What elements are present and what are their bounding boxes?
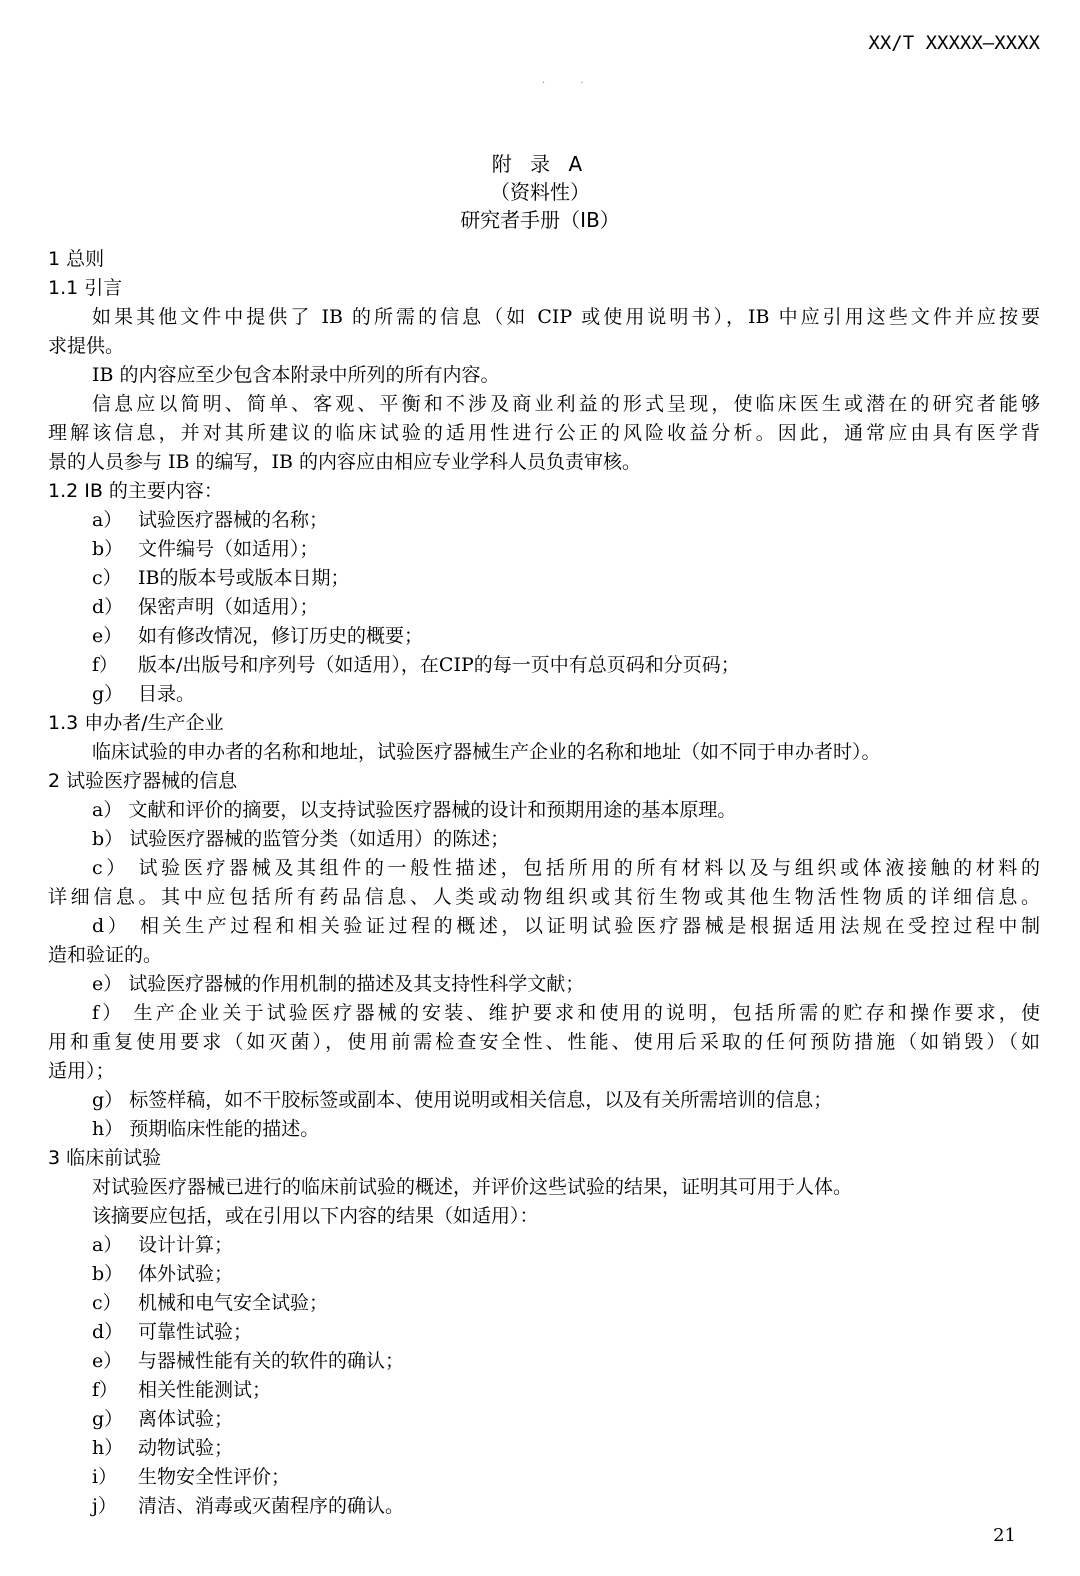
list-item (92, 1289, 328, 1318)
section-1-3-heading: 1.3 申办者/生产企业 (48, 712, 224, 734)
list-item (92, 564, 349, 593)
scan-specks: · · (542, 78, 600, 89)
paragraph-line: 详细信息。其中应包括所有药品信息、人类或动物组织或其衍生物或其他生物活性物质的详细信息。 (48, 886, 1040, 908)
list-item-text: 可靠性试验； (138, 1321, 253, 1343)
paragraph-line: 临床试验的申办者的名称和地址，试验医疗器械生产企业的名称和地址（如不同于申办者时）。 (92, 741, 881, 763)
list-item-text: 文件编号（如适用）； (138, 538, 319, 560)
paragraph-line: e） 试验医疗器械的作用机制的描述及其支持性科学文献； (92, 973, 585, 995)
list-item (92, 1405, 233, 1434)
list-item-text: 保密声明（如适用）； (138, 596, 319, 618)
list-item (92, 1463, 290, 1492)
list-item-label: d） (92, 596, 124, 618)
list-item-label: b） (92, 1263, 124, 1285)
list-item-label: a） (92, 1234, 123, 1256)
list-item-text: 离体试验； (138, 1408, 234, 1430)
list-item-label: i） (92, 1466, 118, 1488)
list-item-label: g） (92, 683, 124, 705)
list-item (92, 680, 195, 709)
section-1-2-heading: 1.2 IB 的主要内容： (48, 480, 223, 502)
paragraph-line: 造和验证的。 (48, 944, 163, 966)
list-item-label: g） (92, 1408, 124, 1430)
paragraph-line: 信息应以简明、简单、客观、平衡和不涉及商业利益的形式呈现，使临床医生或潜在的研究者能够 (92, 393, 1040, 415)
list-item-text: 试验医疗器械的名称； (138, 509, 329, 531)
paragraph-line: f） 生产企业关于试验医疗器械的安装、维护要求和使用的说明，包括所需的贮存和操作要求，使 (92, 1002, 1040, 1024)
list-item-label: f） (92, 654, 119, 676)
appendix-type: （资料性） (490, 180, 590, 204)
list-item-label: c） (92, 567, 122, 589)
paragraph-line: 如果其他文件中提供了 IB 的所需的信息（如 CIP 或使用说明书），IB 中应引用这些文件并应按要 (92, 306, 1040, 328)
paragraph-line: 该摘要应包括，或在引用以下内容的结果（如适用）： (92, 1205, 539, 1227)
appendix-title: 附 录 A (491, 152, 589, 176)
list-item-label: j） (92, 1495, 117, 1517)
list-item-text: 与器械性能有关的软件的确认； (138, 1350, 405, 1372)
list-item-label: d） (92, 1321, 124, 1343)
paragraph-line: a） 文献和评价的摘要，以支持试验医疗器械的设计和预期用途的基本原理。 (92, 799, 737, 821)
paragraph-line: c） 试验医疗器械及其组件的一般性描述，包括所用的所有材料以及与组织或体液接触的材料的 (92, 857, 1040, 879)
list-item-text: 机械和电气安全试验； (138, 1292, 329, 1314)
list-item (92, 651, 740, 680)
paragraph-line: b） 试验医疗器械的监管分类（如适用）的陈述； (92, 828, 510, 850)
paragraph-line: 理解该信息，并对其所建议的临床试验的适用性进行公正的风险收益分析。因此，通常应由具有医学背 (48, 422, 1040, 444)
list-item-label: a） (92, 509, 123, 531)
paragraph-line: d） 相关生产过程和相关验证过程的概述，以证明试验医疗器械是根据适用法规在受控过程中制 (92, 915, 1040, 937)
paragraph-line: g） 标签样稿，如不干胶标签或副本、使用说明或相关信息，以及有关所需培训的信息； (92, 1089, 833, 1111)
paragraph-line: 用和重复使用要求（如灭菌），使用前需检查安全性、性能、使用后采取的任何预防措施（如销毁）（如 (48, 1031, 1040, 1053)
list-item (92, 535, 319, 564)
page-number: 21 (993, 1525, 1016, 1546)
list-item-text: 生物安全性评价； (138, 1466, 291, 1488)
list-item (92, 1260, 233, 1289)
list-item-text: 动物试验； (138, 1437, 234, 1459)
list-item (92, 1318, 252, 1347)
list-item-label: b） (92, 538, 124, 560)
list-item-text: 如有修改情况，修订历史的概要； (138, 625, 424, 647)
list-item-text: 清洁、消毒或灭菌程序的确认。 (138, 1495, 405, 1517)
list-item-text: 版本/出版号和序列号（如适用），在CIP的每一页中有总页码和分页码； (138, 654, 740, 676)
list-item-label: e） (92, 1350, 123, 1372)
list-item-label: f） (92, 1379, 119, 1401)
paragraph-line: IB 的内容应至少包含本附录中所列的所有内容。 (92, 364, 500, 386)
section-3-heading: 3 临床前试验 (48, 1147, 162, 1169)
paragraph-line: 景的人员参与 IB 的编写，IB 的内容应由相应专业学科人员负责审核。 (48, 451, 642, 473)
paragraph-line: h） 预期临床性能的描述。 (92, 1118, 320, 1140)
section-1-heading: 1 总则 (48, 248, 105, 270)
paragraph-line: 求提供。 (48, 335, 125, 357)
list-item (92, 1231, 233, 1260)
list-item (92, 593, 319, 622)
list-item-text: 相关性能测试； (138, 1379, 272, 1401)
standard-code: XX/T XXXXX—XXXX (868, 32, 1040, 54)
list-item (92, 506, 328, 535)
list-item-label: c） (92, 1292, 122, 1314)
list-item-text: 目录。 (138, 683, 196, 705)
list-item-text: 体外试验； (138, 1263, 234, 1285)
appendix-subject: 研究者手册（IB） (460, 208, 620, 232)
list-item-text: 设计计算； (138, 1234, 234, 1256)
list-item (92, 1434, 233, 1463)
section-2-heading: 2 试验医疗器械的信息 (48, 770, 238, 792)
list-item (92, 1347, 404, 1376)
list-item (92, 1492, 404, 1521)
list-item (92, 1376, 271, 1405)
list-item (92, 622, 423, 651)
paragraph-line: 对试验医疗器械已进行的临床前试验的概述，并评价这些试验的结果，证明其可用于人体。 (92, 1176, 853, 1198)
section-1-1-heading: 1.1 引言 (48, 277, 123, 299)
paragraph-line: 适用）； (48, 1060, 115, 1082)
list-item-label: h） (92, 1437, 124, 1459)
list-item-text: IB的版本号或版本日期； (138, 567, 350, 589)
list-item-label: e） (92, 625, 123, 647)
